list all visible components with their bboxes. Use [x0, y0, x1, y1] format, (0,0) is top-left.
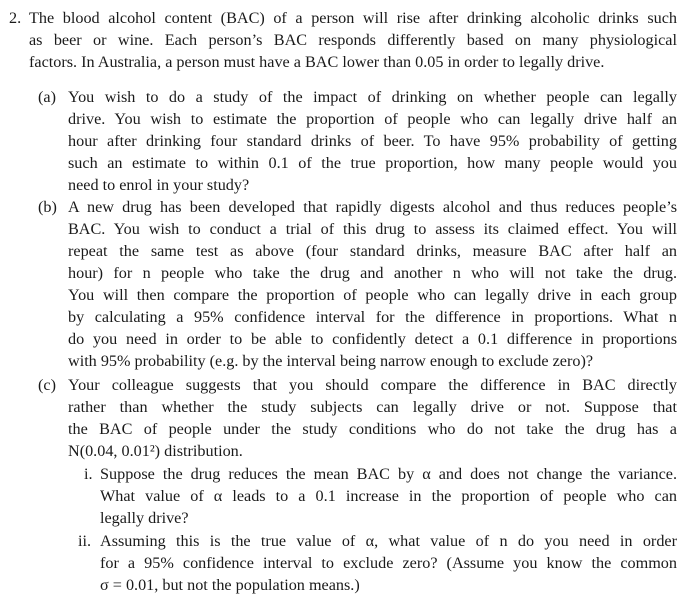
part-b-line: by calculating a 95% confidence interval for the difference in proportions. What n	[68, 308, 677, 326]
part-b-line: BAC. You wish to conduct a trial of this drug to assess its claimed effect. You will	[68, 220, 677, 238]
subpart-i-line: legally drive?	[100, 509, 189, 527]
subpart-i-line: Suppose the drug reduces the mean BAC by α and does not change the variance.	[100, 465, 677, 483]
subpart-i-line: What value of α leads to a 0.1 increase in the proportion of people who can	[100, 487, 677, 505]
subpart-ii-label: ii.	[78, 532, 92, 550]
part-c-line: N(0.04, 0.01²) distribution.	[68, 442, 243, 460]
part-b-line: You will then compare the proportion of people who can legally drive in each group	[68, 286, 677, 304]
intro-line: The blood alcohol content (BAC) of a person will rise after drinking alcoholic drinks such	[29, 9, 677, 27]
part-b-line: do you need in order to be able to confidently detect a 0.1 difference in proportions	[68, 330, 677, 348]
part-b-label: (b)	[38, 198, 57, 216]
part-a-line: You wish to do a study of the impact of drinking on whether people can legally	[68, 88, 677, 106]
part-a-line: drive. You wish to estimate the proportion of people who can legally drive half an	[68, 110, 677, 128]
part-a-line: hour after drinking four standard drinks of beer. To have 95% probability of getting	[68, 132, 677, 150]
subpart-ii-line: for a 95% confidence interval to exclude zero? (Assume you know the common	[100, 554, 677, 572]
subpart-i-label: i.	[84, 465, 93, 483]
part-b-line: hour) for n people who take the drug and another n who will not take the drug.	[68, 264, 677, 282]
part-b-line: repeat the same test as above (four standard drinks, measure BAC after half an	[68, 242, 677, 260]
part-a-label: (a)	[38, 88, 56, 106]
subpart-ii-line: Assuming this is the true value of α, what value of n do you need in order	[100, 532, 677, 550]
part-c-line: the BAC of people under the study conditions who do not take the drug has a	[68, 420, 677, 438]
subpart-ii-line: σ = 0.01, but not the population means.)	[100, 576, 360, 594]
intro-line: as beer or wine. Each person’s BAC responds differently based on many physiological	[29, 31, 677, 49]
part-c-line: rather than whether the study subjects can legally drive or not. Suppose that	[68, 398, 677, 416]
part-b-line: A new drug has been developed that rapidly digests alcohol and thus reduces people’s	[68, 198, 677, 216]
question-number: 2.	[9, 9, 22, 27]
part-b-line: with 95% probability (e.g. by the interval being narrow enough to exclude zero)?	[68, 352, 594, 370]
part-a-line: need to enrol in your study?	[68, 176, 250, 194]
part-c-line: Your colleague suggests that you should compare the difference in BAC directly	[68, 376, 677, 394]
intro-line: factors. In Australia, a person must have a BAC lower than 0.05 in order to legally drive.	[29, 53, 605, 71]
part-c-label: (c)	[38, 376, 56, 394]
part-a-line: such an estimate to within 0.1 of the true proportion, how many people would you	[68, 154, 677, 172]
